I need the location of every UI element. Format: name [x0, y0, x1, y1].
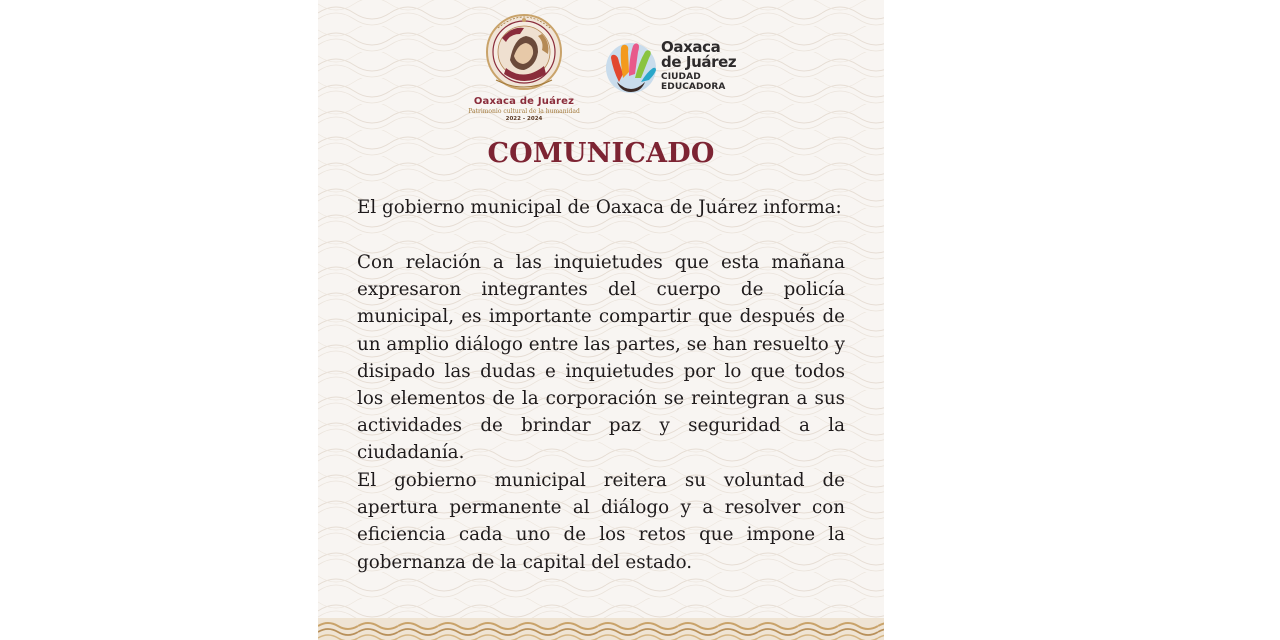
paragraph-1: Con relación a las inquietudes que esta mañana expresaron integrantes del cuerpo de policía municipal, es importante compartir que después de un amplio diálogo entre las partes, se han resuelto y disipado las dudas e inquietudes por lo que todos los elementos de la corporación se reintegran a sus actividades de brindar paz y seguridad a la ciudadanía. [357, 252, 845, 464]
edu-logo-line2: de Juárez [661, 53, 737, 71]
ciudad-educadora-logo [605, 38, 745, 98]
intro-line: El gobierno municipal de Oaxaca de Juárez informa: [357, 197, 842, 218]
gold-wave-border [318, 618, 884, 640]
edu-logo-line3: CIUDAD [661, 72, 701, 82]
document-title: COMUNICADO [487, 138, 715, 169]
seal-subtitle: Patrimonio cultural de la humanidad [468, 108, 580, 115]
seal-emblem-icon [466, 8, 582, 100]
edu-logo-line1: Oaxaca [661, 38, 721, 56]
municipal-seal-logo [466, 8, 582, 120]
colored-hand-icon [605, 38, 659, 94]
seal-years: 2022 - 2024 [505, 116, 543, 122]
seal-city-name: Oaxaca de Juárez [473, 96, 575, 107]
paragraph-2: El gobierno municipal reitera su voluntad de apertura permanente al diálogo y a resolver con eficiencia cada uno de los retos que impone la gobernanza de la capital del estado. [357, 470, 845, 573]
communique-sheet [318, 0, 884, 640]
edu-logo-line4: EDUCADORA [661, 82, 726, 92]
